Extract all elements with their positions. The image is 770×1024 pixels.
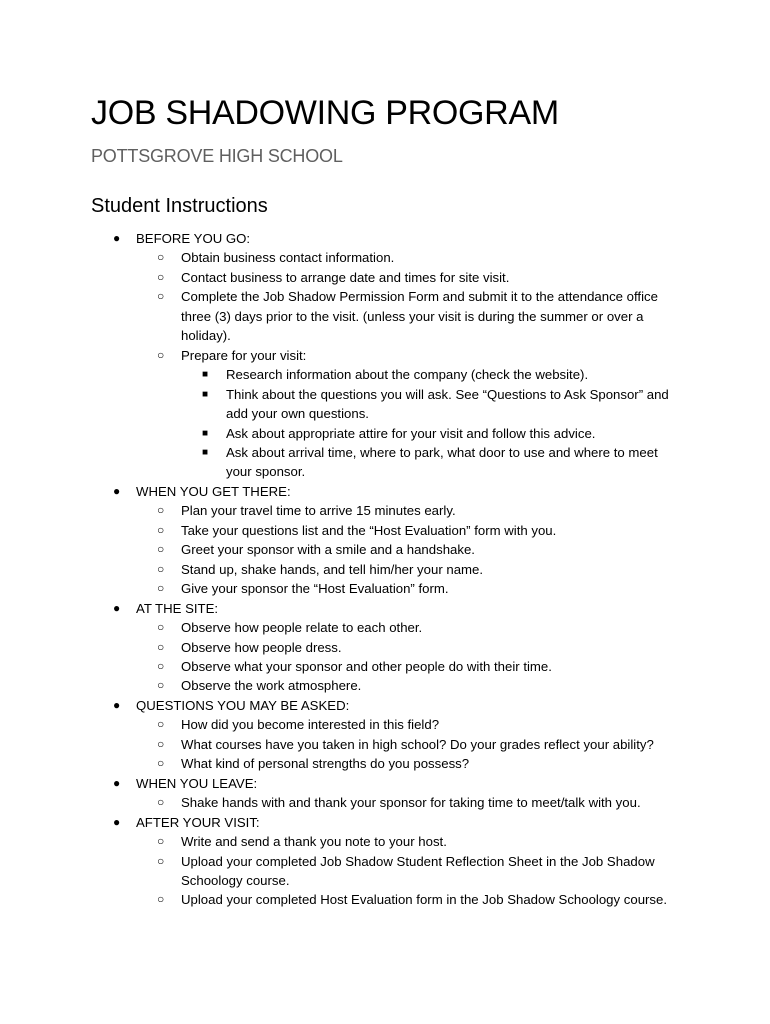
instruction-text: Take your questions list and the “Host Evaluation” form with you.	[181, 522, 557, 538]
circle-bullet-icon: ○	[157, 853, 165, 868]
instruction-text: Upload your completed Job Shadow Student Reflection Sheet in the Job Shadow Schoology course.	[181, 853, 655, 888]
circle-bullet-icon: ○	[157, 542, 165, 557]
section-item	[0, 229, 681, 482]
section-item	[0, 774, 681, 813]
disc-bullet-icon: ●	[113, 697, 121, 712]
circle-bullet-icon: ○	[157, 620, 165, 635]
circle-bullet-icon: ○	[157, 289, 165, 304]
instruction-item	[0, 676, 681, 695]
circle-bullet-icon: ○	[157, 522, 165, 537]
circle-bullet-icon: ○	[157, 892, 165, 907]
square-bullet-icon: ■	[202, 446, 209, 458]
instruction-item	[0, 657, 681, 676]
circle-bullet-icon: ○	[157, 639, 165, 654]
section-label: WHEN YOU LEAVE:	[136, 775, 258, 791]
section-label: WHEN YOU GET THERE:	[136, 483, 291, 499]
disc-bullet-icon: ●	[113, 483, 121, 498]
section-label: BEFORE YOU GO:	[136, 231, 251, 246]
instruction-item	[0, 560, 681, 579]
circle-bullet-icon: ○	[157, 347, 165, 362]
section-item	[0, 599, 681, 696]
circle-bullet-icon: ○	[157, 250, 165, 265]
instruction-text: Give your sponsor the “Host Evaluation” form.	[181, 581, 449, 597]
circle-bullet-icon: ○	[157, 736, 165, 751]
instruction-text: Observe how people relate to each other.	[181, 620, 423, 636]
sub-instruction-text: Research information about the company (check the website).	[226, 367, 589, 383]
section-heading: Student Instructions	[91, 195, 268, 217]
section-sublist	[0, 501, 681, 598]
instruction-item	[0, 832, 681, 851]
instruction-item	[0, 579, 681, 598]
instruction-text: Write and send a thank you note to your host.	[181, 834, 447, 850]
circle-bullet-icon: ○	[157, 834, 165, 849]
instruction-item	[0, 735, 681, 754]
circle-bullet-icon: ○	[157, 658, 165, 673]
instructions-content	[0, 229, 770, 910]
section-sublist	[0, 793, 681, 812]
sub-instruction-item	[0, 424, 681, 443]
square-bullet-icon: ■	[202, 369, 209, 381]
circle-bullet-icon: ○	[157, 795, 165, 810]
circle-bullet-icon: ○	[157, 561, 165, 576]
circle-bullet-icon: ○	[157, 503, 165, 518]
instruction-text: Observe the work atmosphere.	[181, 678, 362, 694]
instruction-text: Observe what your sponsor and other people do with their time.	[181, 658, 552, 674]
circle-bullet-icon: ○	[157, 717, 165, 732]
section-sublist	[0, 248, 681, 481]
circle-bullet-icon: ○	[157, 678, 165, 693]
page-title: JOB SHADOWING PROGRAM	[91, 94, 559, 132]
section-sublist	[0, 832, 681, 910]
section-sublist	[0, 618, 681, 696]
instruction-text: Contact business to arrange date and times for site visit.	[181, 269, 510, 285]
instruction-text: Obtain business contact information.	[181, 250, 395, 266]
sub-instruction-item	[0, 365, 681, 384]
instructions-list	[0, 229, 770, 910]
instruction-item	[0, 890, 681, 909]
instruction-item	[0, 638, 681, 657]
instruction-text: Shake hands with and thank your sponsor for taking time to meet/talk with you.	[181, 795, 641, 811]
circle-bullet-icon: ○	[157, 756, 165, 771]
disc-bullet-icon: ●	[113, 775, 121, 790]
sub-instruction-text: Ask about arrival time, where to park, what door to use and where to meet your sponsor.	[226, 444, 658, 480]
instruction-item	[0, 715, 681, 734]
circle-bullet-icon: ○	[157, 269, 165, 284]
instruction-item	[0, 754, 681, 773]
sub-instruction-text: Think about the questions you will ask. See “Questions to Ask Sponsor” and add your own questions.	[226, 386, 669, 422]
section-sublist	[0, 715, 681, 773]
disc-bullet-icon: ●	[113, 600, 121, 615]
instruction-text: Prepare for your visit:	[181, 347, 307, 363]
circle-bullet-icon: ○	[157, 581, 165, 596]
instruction-text: Greet your sponsor with a smile and a handshake.	[181, 542, 475, 558]
instruction-text: Upload your completed Host Evaluation form in the Job Shadow Schoology course.	[181, 892, 668, 908]
instruction-item	[0, 618, 681, 637]
section-label: QUESTIONS YOU MAY BE ASKED:	[136, 697, 350, 713]
disc-bullet-icon: ●	[113, 231, 121, 245]
page-subtitle: POTTSGROVE HIGH SCHOOL	[91, 146, 343, 166]
instruction-item	[0, 540, 681, 559]
instruction-text: Observe how people dress.	[181, 639, 342, 655]
instruction-item	[0, 793, 681, 812]
sub-instruction-text: Ask about appropriate attire for your visit and follow this advice.	[226, 425, 596, 441]
section-item	[0, 813, 681, 910]
instruction-item	[0, 852, 681, 891]
instruction-sublist	[0, 365, 681, 482]
instruction-text: What courses have you taken in high school? Do your grades reflect your ability?	[181, 736, 654, 752]
section-label: AFTER YOUR VISIT:	[136, 814, 260, 830]
instruction-item	[0, 287, 681, 345]
section-item	[0, 482, 681, 599]
instruction-text: Complete the Job Shadow Permission Form and submit it to the attendance office three (3) days prior to the visit. (unless your visit is during the summer or over a holiday).	[181, 289, 658, 344]
sub-instruction-item	[0, 385, 681, 424]
instruction-text: How did you become interested in this field?	[181, 717, 440, 733]
instruction-item	[0, 521, 681, 540]
square-bullet-icon: ■	[202, 427, 209, 439]
disc-bullet-icon: ●	[113, 814, 121, 829]
instruction-item	[0, 501, 681, 520]
section-item	[0, 696, 681, 774]
instruction-item	[0, 248, 681, 267]
instruction-text: Stand up, shake hands, and tell him/her your name.	[181, 561, 484, 577]
sub-instruction-item	[0, 443, 681, 482]
instruction-item	[0, 268, 681, 287]
instruction-text: What kind of personal strengths do you possess?	[181, 756, 470, 772]
instruction-text: Plan your travel time to arrive 15 minutes early.	[181, 503, 456, 519]
square-bullet-icon: ■	[202, 388, 209, 400]
instruction-item	[0, 346, 681, 482]
section-label: AT THE SITE:	[136, 600, 219, 616]
